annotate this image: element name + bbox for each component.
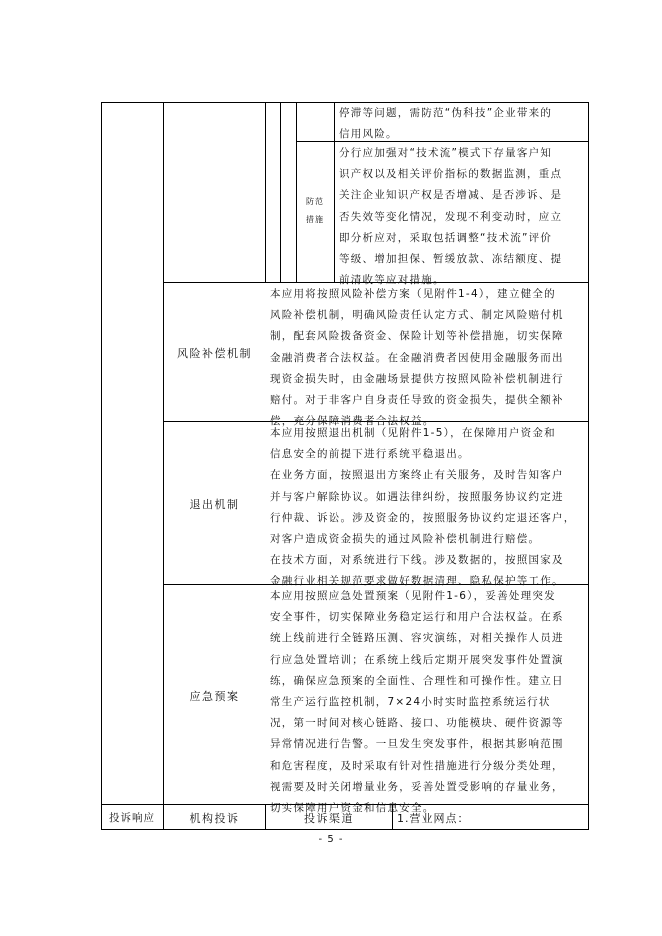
compensation-label: 风险补偿机制 (177, 347, 252, 360)
text-line: 行仲裁、诉讼。涉及资金的，按照服务协议约定退还客户， (270, 511, 576, 524)
text-line: 赔付。对于非客户自身责任导致的资金损失，提供全额补 (270, 394, 564, 407)
text-line: 切实保障用户资金和信息安全。 (270, 802, 435, 815)
text-line: 信用风险。 (339, 128, 398, 141)
text-line: 制，配套风险拨备资金、保险计划等补偿措施，切实保障 (270, 330, 564, 343)
table-left-border (101, 102, 102, 829)
table-right-border (588, 102, 589, 829)
prevention-measures-label (297, 193, 333, 229)
text-line: 金融消费者合法权益。在金融消费者因使用金融服务而出 (270, 351, 564, 364)
text-line: 现资金损失时，由金融场景提供方按照风险补偿机制进行 (270, 372, 564, 385)
text-line: 金融行业相关规范要求做好数据清理、隐私保护等工作。 (270, 575, 564, 588)
text-line: 异常情况进行告警。一旦发生突发事件，根据其影响范围 (270, 738, 564, 751)
text-line: 在业务方面，按照退出方案终止有关服务，及时告知客户 (270, 469, 564, 482)
col-divider-1 (163, 102, 164, 829)
col-divider-3 (280, 102, 281, 282)
complaint-channel-label: 投诉渠道 (304, 812, 354, 825)
text-line: 偿，充分保障消费者合法权益。 (270, 415, 435, 428)
business-outlet-text: 1.营业网点： (397, 812, 470, 825)
text-line: 安全事件，切实保障业务稳定运行和用户合法权益。在系 (270, 611, 564, 624)
text-line: 风险补偿机制，明确风险责任认定方式、制定风险赔付机 (270, 309, 564, 322)
text-line: 分行应加强对“技术流”模式下存量客户知 (339, 147, 553, 159)
text-line: 在技术方面，对系统进行下线。涉及数据的，按照国家及 (270, 554, 564, 567)
emergency-label: 应急预案 (189, 690, 240, 703)
text-line: 关注企业知识产权是否增减、是否涉诉、是 (339, 189, 563, 202)
text-line: 行应急处置培训；在系统上线后定期开展突发事件处置演 (270, 653, 564, 666)
text-line: 对客户造成资金损失的通过风险补偿机制进行赔偿。 (270, 533, 541, 546)
text-line: 常生产运行监控机制，7×24小时实时监控系统运行状 (270, 696, 551, 709)
label-line: 防范 (306, 197, 324, 206)
compensation-text (270, 284, 585, 432)
text-line: 况，第一时间对核心链路、接口、功能模块、硬件资源等 (270, 717, 564, 730)
exit-text (270, 423, 585, 593)
institution-complaint-label: 机构投诉 (189, 812, 240, 825)
page-number: - 5 - (318, 834, 344, 845)
prevention-continued-text (339, 103, 585, 145)
text-line: 本应用按照退出机制（见附件1-5），在保障用户资金和 (270, 427, 556, 439)
text-line: 和危害程度，及时采取有针对性措施进行分级分类处理， (270, 759, 564, 772)
emergency-text (270, 586, 585, 819)
text-line: 并与客户解除协议。如遇法律纠纷，按照服务协议约定进 (270, 490, 564, 503)
text-line: 识产权以及相关评价指标的数据监测，重点 (339, 168, 563, 181)
text-line: 停滞等问题，需防范“伪科技”企业带来的 (339, 107, 553, 119)
exit-label: 退出机制 (189, 498, 240, 511)
text-line: 练，确保应急预案的全面性、合理性和可操作性。建立日 (270, 674, 564, 687)
prevention-measures-text (339, 143, 585, 291)
label-line: 措施 (306, 215, 324, 224)
table-bottom-border (101, 829, 589, 830)
complaint-response-label: 投诉响应 (109, 812, 155, 824)
text-line: 本应用按照应急处置预案（见附件1-6），妥善处理突发 (270, 590, 556, 602)
text-line: 信息安全的前提下进行系统平稳退出。 (270, 448, 470, 461)
col-divider-2-upper (265, 102, 266, 282)
text-line: 视需要及时关闭增量业务，妥善处置受影响的存量业务， (270, 780, 564, 793)
text-line: 前清收等应对措施。 (339, 274, 445, 287)
col-divider-5 (334, 102, 335, 282)
text-line: 否失效等变化情况，发现不利变动时，应立 (339, 210, 563, 223)
col-divider-4 (296, 102, 297, 282)
text-line: 本应用将按照风险补偿方案（见附件1-4），建立健全的 (270, 288, 556, 300)
text-line: 即分析应对，采取包括调整“技术流”评价 (339, 231, 553, 244)
text-line: 等级、增加担保、暂缓放款、冻结额度、提 (339, 253, 563, 266)
text-line: 统上线前进行全链路压测、容灾演练，对相关操作人员进 (270, 632, 564, 645)
